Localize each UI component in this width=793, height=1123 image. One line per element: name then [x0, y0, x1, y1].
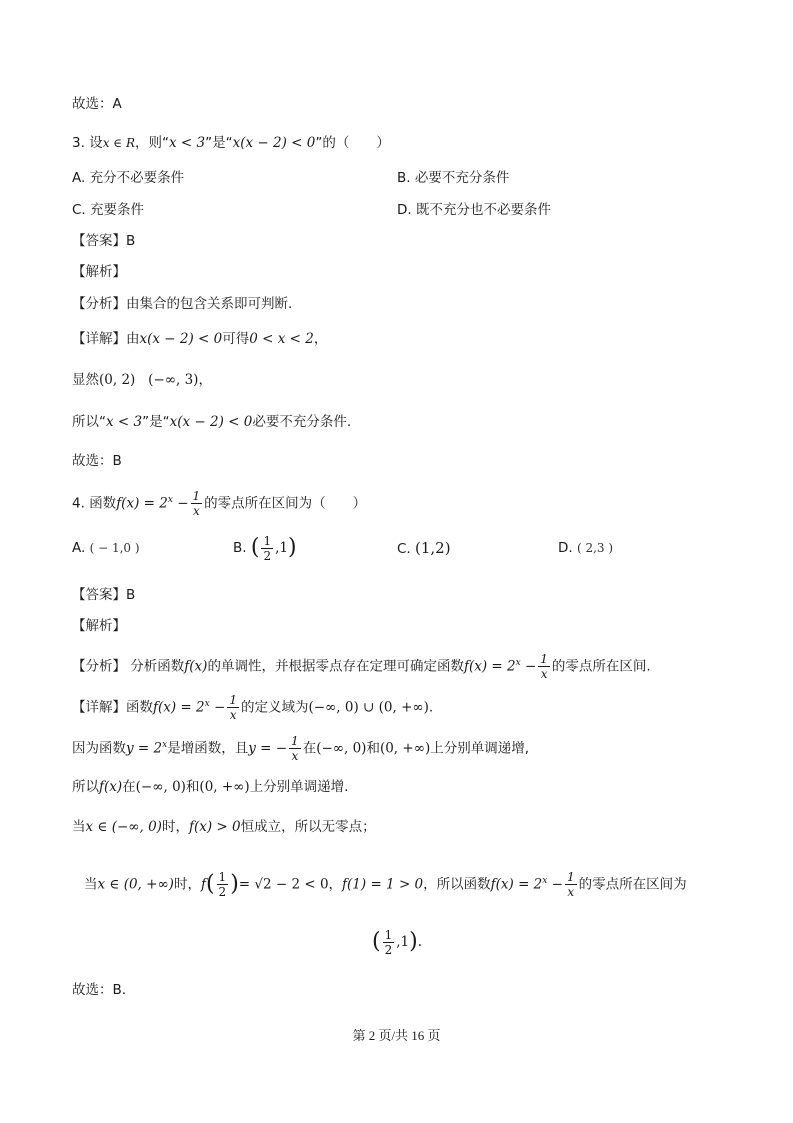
paren-open: ( — [250, 535, 260, 560]
text: 时， — [173, 876, 201, 893]
q4-analysis-head: 【解析】 — [72, 618, 126, 634]
exponent: x — [167, 495, 173, 505]
denominator: x — [192, 504, 200, 518]
q4-choose: 故选：B. — [72, 982, 127, 998]
option-text: 充分不必要条件 — [89, 170, 185, 186]
q3-option-b — [397, 168, 509, 188]
text: 可得 — [222, 331, 250, 347]
interval: (0, 2) — [99, 372, 136, 388]
text: 所以“ — [72, 414, 106, 430]
text: 上分别单调递增, — [430, 740, 530, 757]
q4-option-a — [72, 538, 140, 558]
text: 在 — [122, 779, 136, 795]
math-expr: f(x) — [99, 779, 123, 795]
q3-stem-pre: 设 — [89, 135, 103, 151]
q3-cond1: x < 3 — [169, 135, 206, 151]
q3-set: x ∈ R — [102, 136, 136, 150]
numerator: 1 — [566, 870, 575, 884]
interval: (−∞, 0) — [316, 740, 367, 757]
text: 【分析】 分析函数 — [72, 658, 185, 675]
option-label: D. — [397, 202, 412, 218]
denominator: 2 — [263, 548, 272, 563]
paren-close: ) — [287, 535, 297, 560]
q4-because — [72, 730, 529, 764]
math-expr: y = − — [248, 740, 288, 757]
option-label: B. — [397, 170, 411, 186]
option-text: 既不充分也不必要条件 — [415, 202, 551, 218]
fraction — [227, 693, 239, 722]
option-label: B. — [233, 540, 247, 556]
q4-when2 — [84, 864, 687, 902]
numerator: 1 — [229, 693, 237, 707]
math-expr: f(x) = 2 — [463, 658, 516, 675]
math-expr: f(x) = 2 — [153, 699, 205, 716]
math-expr: f(x) — [184, 658, 208, 675]
text: 当 — [84, 876, 98, 893]
math-expr: f(x) > 0 — [188, 819, 241, 835]
q4-answer: 【答案】B — [72, 587, 136, 603]
interval: (0, +∞) — [199, 779, 250, 795]
denominator: x — [229, 708, 237, 722]
q3-stem-end: ”的（ ） — [315, 135, 390, 151]
math-expr: = √2 − 2 < 0 — [238, 876, 329, 893]
q3-choose: 故选：B — [72, 453, 122, 469]
page-footer: 第 2 页/共 16 页 — [352, 1028, 441, 1043]
text: . — [428, 699, 434, 716]
option-text: 必要不充分条件 — [414, 170, 510, 186]
text: ,1 — [396, 934, 410, 950]
text: 【详解】函数 — [72, 699, 153, 716]
text: ， — [313, 331, 328, 347]
choose-a: 故选：A — [72, 96, 122, 112]
interval: (−∞, 0) — [135, 779, 186, 795]
domain: (−∞, 0) ∪ (0, +∞) — [308, 699, 429, 716]
text: ，所以函数 — [423, 876, 491, 893]
text: ”是“ — [142, 414, 170, 430]
math-expr: x(x − 2) < 0 — [139, 331, 223, 347]
option-text: ( 2,3 ) — [576, 541, 614, 555]
fraction — [191, 489, 203, 518]
q4-stem — [72, 485, 366, 519]
option-text: ( − 1,0 ) — [89, 541, 140, 555]
fraction — [538, 652, 550, 681]
math-expr: f(1) = 1 > 0 — [342, 876, 424, 893]
text: 和 — [366, 740, 380, 757]
text: ， — [328, 876, 343, 893]
q3-detail — [72, 329, 327, 349]
text: ,1 — [275, 540, 288, 556]
q3-number: 3. — [72, 135, 85, 151]
denominator: x — [291, 749, 299, 763]
q3-fenxi: 【分析】由集合的包含关系即可判断. — [72, 296, 293, 312]
text: − — [547, 876, 563, 893]
numerator: 1 — [384, 927, 393, 942]
fraction — [217, 870, 229, 899]
math-expr: 0 < x < 2 — [249, 331, 314, 347]
fraction — [565, 870, 577, 899]
text: − — [209, 699, 226, 716]
text: 恒成立，所以无零点； — [240, 819, 376, 835]
q3-option-a — [72, 168, 184, 188]
text: 上分别单调递增. — [249, 779, 349, 795]
text: 的零点所在区间为 — [578, 876, 687, 893]
paren-open: ( — [372, 929, 381, 954]
math-expr: f — [200, 876, 206, 893]
q4-fenxi — [72, 648, 651, 682]
math-expr: x ∈ (−∞, 0) — [85, 819, 162, 835]
text: 所以 — [72, 779, 99, 795]
text: 因为函数 — [72, 740, 126, 757]
q3-stem — [72, 133, 390, 153]
text: 的定义域为 — [240, 699, 309, 716]
text: 在 — [302, 740, 317, 757]
option-label: A. — [72, 540, 86, 556]
text: − — [172, 495, 189, 512]
option-label: A. — [72, 170, 86, 186]
q3-option-c — [72, 200, 144, 220]
text: 当 — [72, 819, 86, 835]
denominator: x — [567, 885, 575, 899]
q4-when1 — [72, 817, 376, 837]
text: 【详解】由 — [72, 331, 140, 347]
q4-option-d — [558, 538, 613, 558]
paren-close: ) — [409, 929, 418, 954]
text: 显然 — [72, 372, 99, 388]
exponent: x — [162, 740, 168, 750]
interval: (0, +∞) — [379, 740, 431, 757]
paren-close: ) — [230, 871, 239, 897]
q3-obvious — [72, 370, 212, 390]
option-text: 充要条件 — [90, 202, 145, 218]
math-expr: x(x − 2) < 0 — [169, 414, 253, 430]
fraction — [261, 534, 273, 563]
q3-mid: ，则“ — [135, 135, 170, 151]
q4-option-b — [233, 533, 297, 563]
math-expr: f(x) = 2 — [490, 876, 543, 893]
numerator: 1 — [540, 652, 548, 666]
exponent: x — [542, 876, 548, 886]
text: − — [520, 658, 537, 675]
numerator: 1 — [192, 489, 201, 503]
q4-number: 4. — [72, 495, 85, 512]
numerator: 1 — [291, 734, 299, 748]
text: 的单调性，并根据零点存在定理可确定函数 — [207, 658, 464, 675]
interval: (−∞, 3) — [148, 372, 199, 388]
paren-open: ( — [205, 871, 215, 897]
text: 的零点所在区间. — [551, 658, 651, 675]
text: 和 — [185, 779, 200, 795]
option-label: D. — [558, 540, 573, 556]
text: 的零点所在区间为（ ） — [204, 495, 367, 512]
text: 时， — [161, 819, 189, 835]
math-expr: x ∈ (0, +∞) — [97, 876, 174, 893]
q3-cond2: x(x − 2) < 0 — [232, 135, 316, 151]
text: 必要不充分条件. — [252, 414, 352, 430]
period: . — [417, 934, 423, 950]
math-expr: f(x) = 2 — [116, 495, 168, 512]
denominator: x — [540, 667, 548, 681]
text: 函数 — [89, 495, 117, 512]
math-expr: x < 3 — [106, 414, 143, 430]
numerator: 1 — [263, 533, 272, 548]
q3-analysis-head: 【解析】 — [72, 264, 126, 280]
fraction — [289, 734, 301, 763]
option-label: C. — [397, 541, 411, 557]
q3-option-d — [397, 200, 551, 220]
q3-answer: 【答案】B — [72, 233, 136, 249]
option-label: C. — [72, 202, 86, 218]
q4-detail — [72, 689, 433, 723]
text: 是增函数，且 — [167, 740, 249, 757]
exponent: x — [204, 699, 210, 709]
fraction — [383, 928, 395, 957]
text: ， — [198, 372, 212, 388]
option-text: (1,2) — [415, 539, 451, 557]
denominator: 2 — [384, 942, 393, 957]
q4-so — [72, 777, 348, 797]
q4-result-interval — [372, 924, 422, 960]
numerator: 1 — [218, 870, 227, 884]
q4-option-c — [397, 538, 451, 559]
exponent: x — [515, 658, 521, 668]
q3-mid2: ”是“ — [205, 135, 233, 151]
q3-so — [72, 412, 351, 432]
math-expr: y = 2 — [126, 740, 163, 757]
denominator: 2 — [218, 885, 227, 899]
